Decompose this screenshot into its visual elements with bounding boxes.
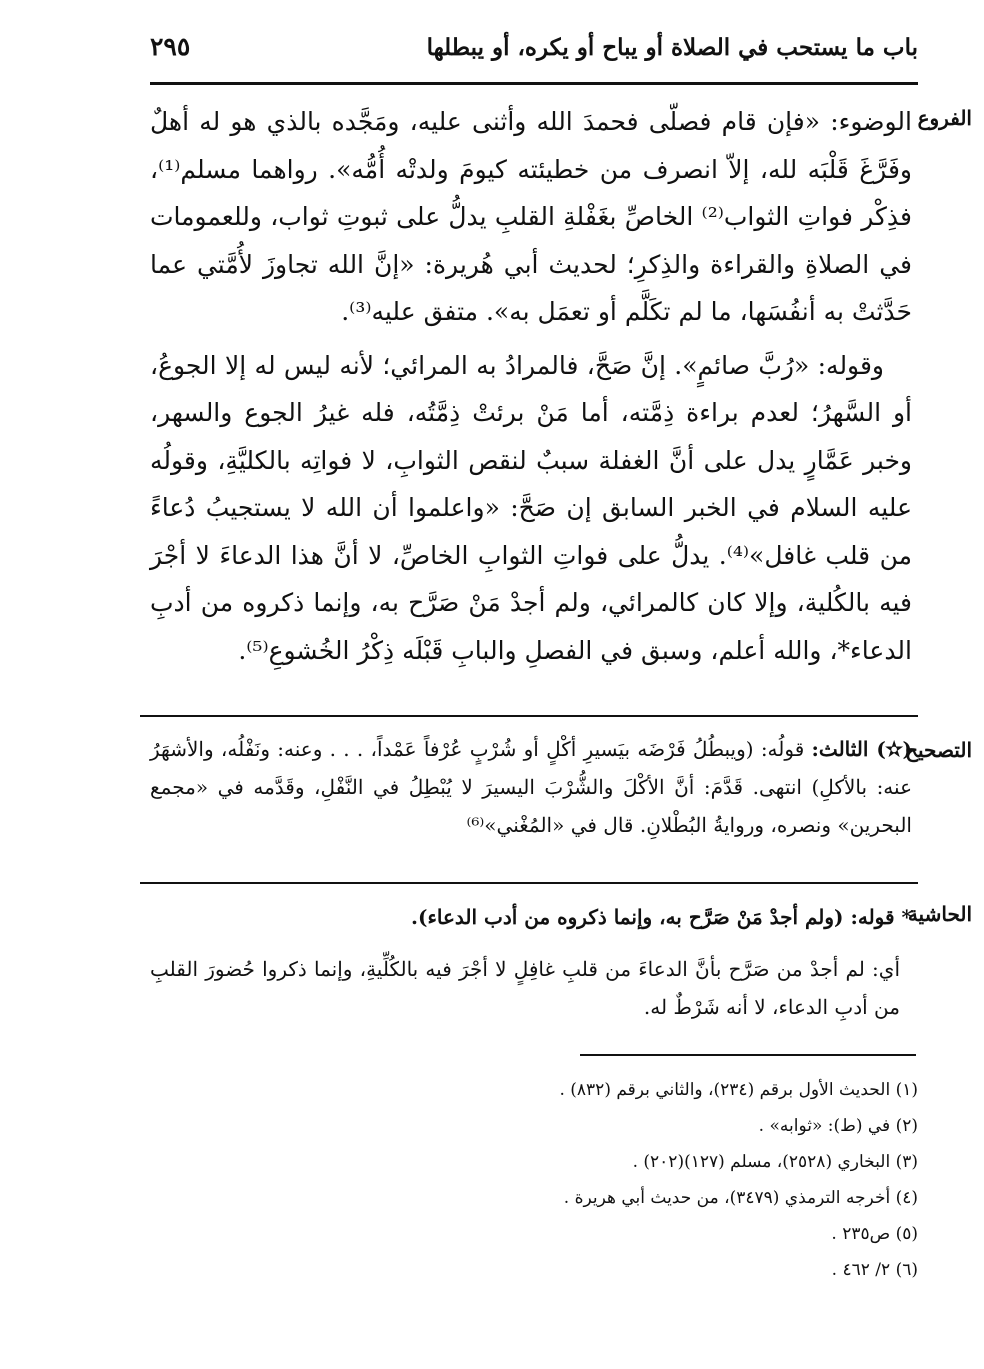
page-number: ٢٩٥ <box>150 32 191 61</box>
footnote-1: (١) الحديث الأول برقم (٢٣٤)، والثاني برقم (٨٣٢) . <box>559 1080 918 1100</box>
footnote-6: (٦) ٢/ ٤٦٢ . <box>831 1260 918 1280</box>
furu-section <box>150 98 912 674</box>
hashiya-body: أي: لم أجدْ من صَرَّح بأنَّ الدعاءَ من قلبِ غافِلٍ لا أجْرَ فيه بالكُلِّيةِ، وإنما ذكروا حُضورَ القلبِ من أدبِ الدعاء، لا أنه شَرْطٌ له. <box>150 957 900 1019</box>
furu-paragraph-1: الوضوء: «فإن قام فصلّى فحمدَ الله وأثنى عليه، ومَجَّده بالذي هو له أهلٌ وفَرَّغَ قَلْبَه لله، إلاّ انصرف من خطيئته كيومَ ولدتْه أُمُّه». رواهما مسلم⁽¹⁾، فذِكْر فواتِ الثواب⁽²⁾ الخاصِّ بغَفْلةِ القلبِ يدلُّ على ثبوتِ ثواب، وللعمومات في الصلاةِ والقراءة والذِكرِ؛ لحديث أبي هُريرة: «إنَّ الله تجاوزَ لأُمَّتي عما حَدَّثتْ به أنفُسَها، ما لم تكَلَّم أو تعمَل به». متفق عليه⁽³⁾. <box>150 107 912 326</box>
tashih-text: قولُه: (ويبطُلُ فَرْضَه بيَسيرِ أكْلٍ أو شُرْبٍ عُرْفاً عَمْداً، . . . وعنه: ونَفْلُه، والأشهَرُ عنه: بالأكلِ) انتهى. قَدَّمَ: أنَّ الأكْلَ والشُّرْبَ اليسيرَ لا يُبْطِلُ في النَّفْلِ، وقَدَّمه في «مجمع البحرين» ونصره، وروايةُ البُطْلانِ. قال في «المُغْني»⁽⁶⁾ <box>150 737 912 837</box>
furu-paragraph-2: وقوله: «رُبَّ صائمٍ». إنَّ صَحَّ، فالمرادُ به المرائي؛ لأنه ليس له إلا الجوعُ، أو السَّهرُ؛ لعدم براءة ذِمَّته، أما مَنْ برئتْ ذِمَّتُه، فله غيرُ الجوع والسهر، وخبر عَمَّارٍ يدل على أنَّ الغفلة سببٌ لنقص الثوابِ، لا فواتِه بالكليَّةِ، وقولُه عليه السلام في الخبر السابق إن صَحَّ: «واعلموا أن الله لا يستجيبُ دُعاءً من قلب غافل»⁽⁴⁾. يدلُّ على فواتِ الثوابِ الخاصِّ، لا أنَّ هذا الدعاءَ لا أجْرَ فيه بالكُلية، وإلا كان كالمرائي، ولم أجدْ مَنْ صَرَّح به، وإنما ذكروه من أدبِ الدعاء*، والله أعلم، وسبق في الفصلِ والبابِ قَبْلَه ذِكْرُ الخُشوعِ⁽⁵⁾. <box>150 350 912 665</box>
footnote-5: (٥) ص٢٣٥ . <box>831 1224 918 1244</box>
label-hashiya: الحاشية <box>907 902 972 926</box>
running-header <box>150 28 918 76</box>
label-tashih: التصحيح <box>905 738 972 762</box>
footnote-rule <box>580 1054 916 1056</box>
label-furu: الفروع <box>917 106 972 130</box>
hashiya-quote: * قوله: (ولم أجدْ مَنْ صَرَّح به، وإنما ذكروه من أدب الدعاء). <box>411 905 912 929</box>
hashiya-section <box>150 898 912 1026</box>
chapter-title: باب ما يستحب في الصلاة أو يباح أو يكره، أو يبطلها <box>426 34 918 61</box>
section-divider <box>140 882 918 884</box>
footnote-4: (٤) أخرجه الترمذي (٣٤٧٩)، من حديث أبي هريرة . <box>563 1188 918 1208</box>
tashih-lead: (✫) الثالث: <box>811 737 912 761</box>
footnote-2: (٢) في (ط): «ثوابه» . <box>758 1116 918 1136</box>
tashih-paragraph <box>150 730 912 844</box>
footnote-3: (٣) البخاري (٢٥٢٨)، مسلم (١٢٧)(٢٠٢) . <box>632 1152 918 1172</box>
header-rule <box>150 82 918 85</box>
section-divider <box>140 715 918 717</box>
footnotes <box>150 1072 918 1288</box>
tashih-section <box>150 730 912 844</box>
